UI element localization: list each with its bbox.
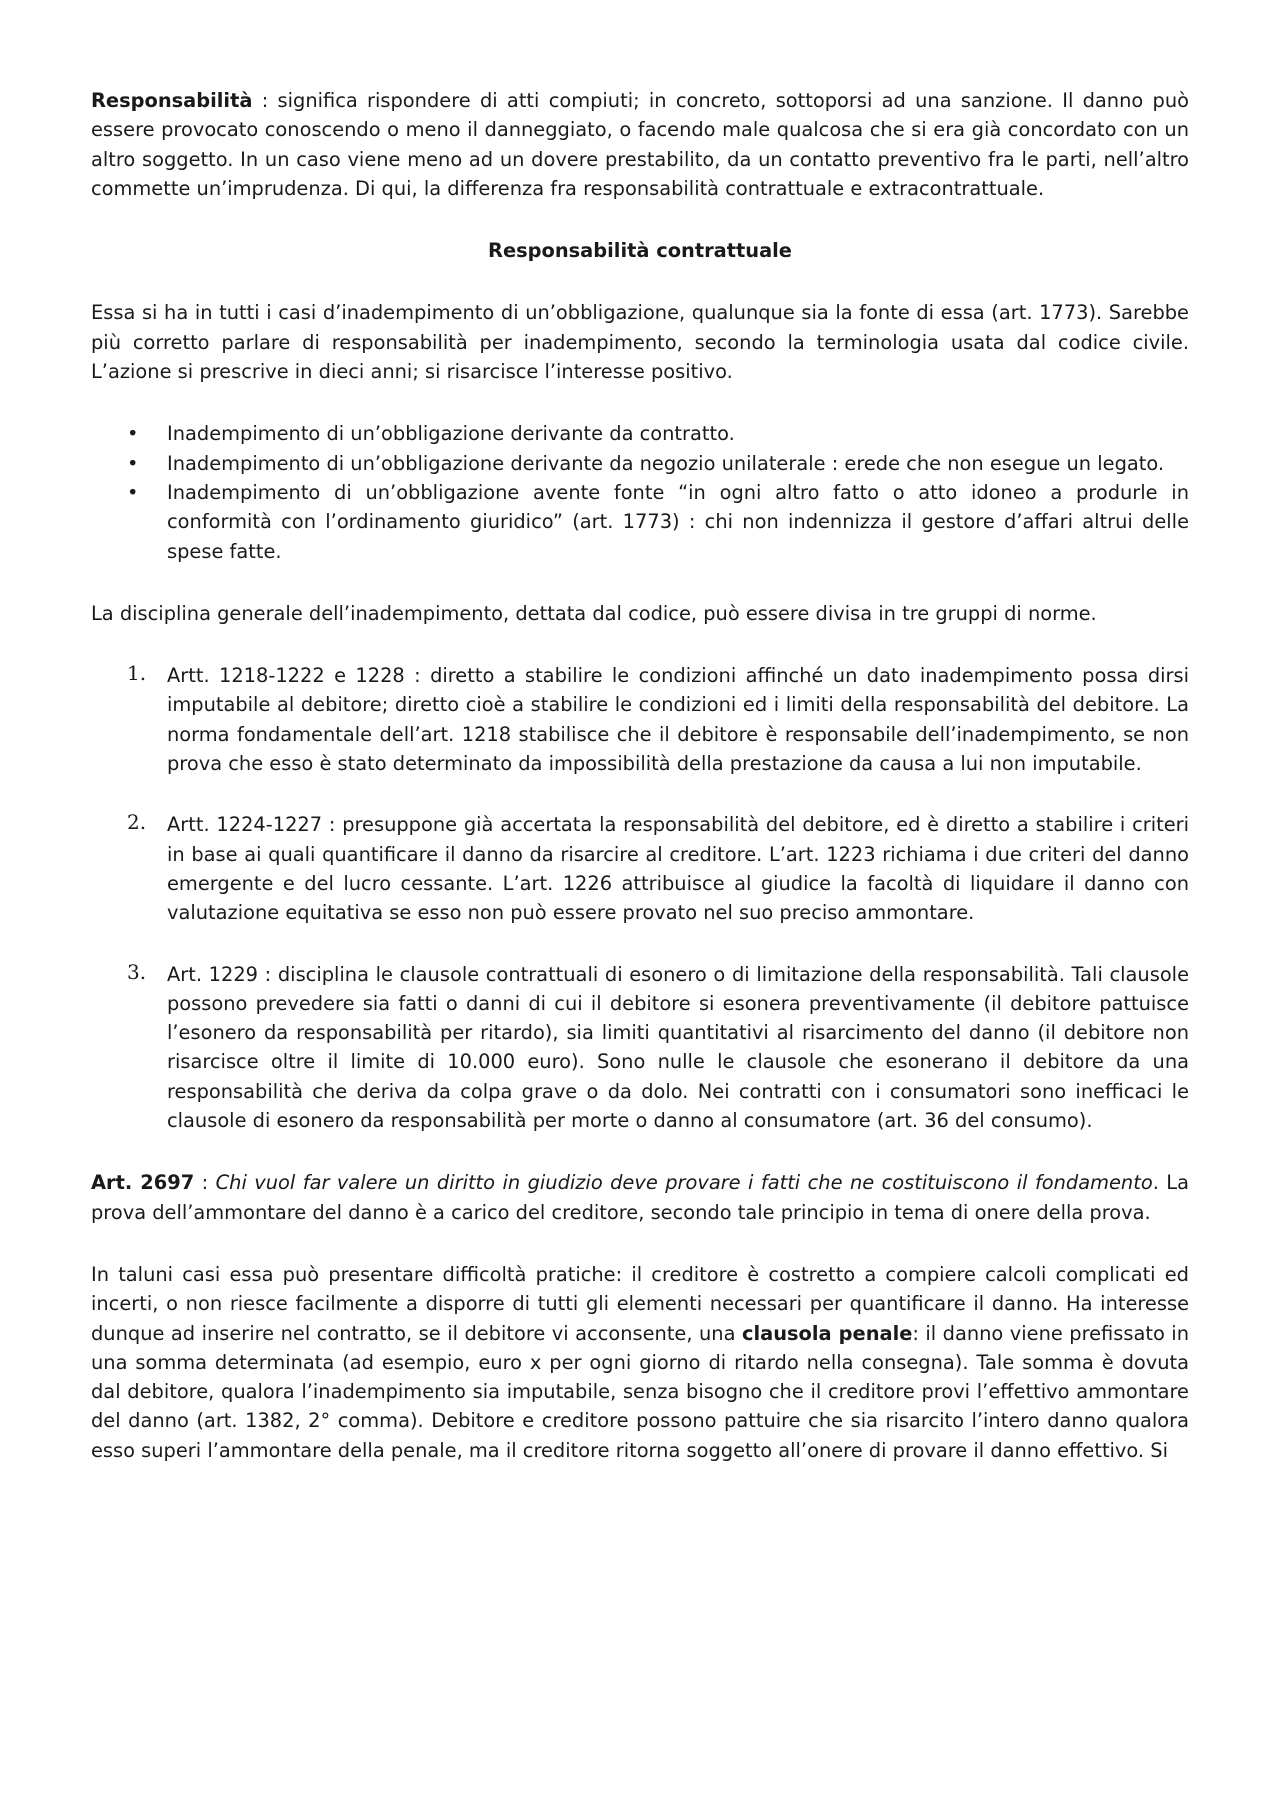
- numbered-list: [91, 661, 1189, 1135]
- clausola-penale-term: clausola penale: [741, 1321, 913, 1345]
- bullet-item: [91, 419, 1189, 448]
- intro-term: Responsabilità: [91, 89, 253, 112]
- art-2697-sep: :: [194, 1171, 216, 1195]
- intro-text: : significa rispondere di atti compiuti; in concreto, sottoporsi ad una sanzione. Il danno può essere provocato conoscendo o meno il danneggiato, o facendo male qualcosa che si era già concordato con un altro soggetto. In un caso viene meno ad un dovere prestabilito, da un contatto preventivo fra le parti, nell’altro commette un’imprudenza. Di qui, la differenza fra responsabilità contrattuale e extracontrattuale.: [91, 89, 1189, 200]
- paragraph-1: Essa si ha in tutti i casi d’inadempimento di un’obbligazione, qualunque sia la fonte di essa (art. 1773). Sarebbe più corretto parlare di responsabilità per inadempimento, secondo la terminologia usata dal codice civile. L’azione si prescrive in dieci anni; si risarcisce l’interesse positivo.: [91, 301, 1189, 384]
- paragraph-3: [91, 1260, 1189, 1465]
- bullet-marker: •: [127, 422, 139, 446]
- number-marker: 3.: [127, 959, 147, 984]
- bullet-marker: •: [127, 451, 139, 475]
- numbered-item: [91, 661, 1189, 778]
- art-2697-paragraph: [91, 1168, 1189, 1227]
- paragraph-2: La disciplina generale dell’inadempimento, dettata dal codice, può essere divisa in tre gruppi di norme.: [91, 601, 1097, 625]
- bullet-text: Inadempimento di un’obbligazione derivante da contratto.: [167, 422, 735, 446]
- paragraph-3-before: In taluni casi essa può presentare difficoltà pratiche: il creditore è costretto a compiere calcoli complicati ed incerti, o non riesce facilmente a disporre di tutti gli elementi necessari per quantificare il danno. Ha interesse dunque ad inserire nel contratto, se il debitore vi acconsente, una: [91, 1262, 1189, 1345]
- numbered-item: [91, 810, 1189, 927]
- intro-paragraph: [91, 86, 1189, 203]
- section-title: Responsabilità contrattuale: [488, 239, 792, 263]
- paragraph-3-after: : il danno viene prefissato in una somma determinata (ad esempio, euro x per ogni giorno di ritardo nella consegna). Tale somma è dovuta dal debitore, qualora l’inadempimento sia imputabile, senza bisogno che il creditore provi l’effettivo ammontare del danno (art. 1382, 2° comma). Debitore e creditore possono pattuire che sia risarcito l’intero danno qualora esso superi l’ammontare della penale, ma il creditore ritorna soggetto all’onere di provare il danno effettivo. Si: [91, 1321, 1189, 1462]
- number-marker: 2.: [127, 810, 147, 835]
- art-2697-rest: . La prova dell’ammontare del danno è a carico del creditore, secondo tale principio in tema di onere della prova.: [91, 1171, 1189, 1224]
- numbered-text: Artt. 1224-1227 : presuppone già accertata la responsabilità del debitore, ed è diretto a stabilire i criteri in base ai quali quantificare il danno da risarcire al creditore. L’art. 1223 richiama i due criteri del danno emergente e del lucro cessante. L’art. 1226 attribuisce al giudice la facoltà di liquidare il danno con valutazione equitativa se esso non può essere provato nel suo preciso ammontare.: [167, 813, 1189, 925]
- bullet-text: Inadempimento di un’obbligazione derivante da negozio unilaterale : erede che non esegue un legato.: [167, 451, 1165, 475]
- numbered-text: Art. 1229 : disciplina le clausole contrattuali di esonero o di limitazione della responsabilità. Tali clausole possono prevedere sia fatti o danni di cui il debitore si esonera preventivamente (il debitore pattuisce l’esonero da responsabilità per ritardo), sia limiti quantitativi al risarcimento del danno (il debitore non risarcisce oltre il limite di 10.000 euro). Sono nulle le clausole che esonerano il debitore da una responsabilità che deriva da colpa grave o da dolo. Nei contratti con i consumatori sono inefficaci le clausole di esonero da responsabilità per morte o danno al consumatore (art. 36 del consumo).: [167, 962, 1189, 1133]
- numbered-text: Artt. 1218-1222 e 1228 : diretto a stabilire le condizioni affinché un dato inadempimento possa dirsi imputabile al debitore; diretto cioè a stabilire le condizioni ed i limiti della responsabilità del debitore. La norma fondamentale dell’art. 1218 stabilisce che il debitore è responsabile dell’inadempimento, se non prova che esso è stato determinato da impossibilità della prestazione da causa a lui non imputabile.: [167, 664, 1189, 776]
- art-2697-quote: Chi vuol far valere un diritto in giudizio deve provare i fatti che ne costituiscono il fondamento: [215, 1171, 1153, 1195]
- numbered-item: [91, 960, 1189, 1136]
- bullet-item: [91, 478, 1189, 566]
- bullet-list: [91, 419, 1189, 565]
- bullet-marker: •: [127, 480, 139, 504]
- bullet-text: Inadempimento di un’obbligazione avente fonte “in ogni altro fatto o atto idoneo a produrle in conformità con l’ordinamento giuridico” (art. 1773) : chi non indennizza il gestore d’affari altrui delle spese fatte.: [167, 480, 1189, 563]
- art-2697-label: Art. 2697: [91, 1171, 195, 1195]
- bullet-item: [91, 449, 1189, 478]
- number-marker: 1.: [127, 661, 147, 686]
